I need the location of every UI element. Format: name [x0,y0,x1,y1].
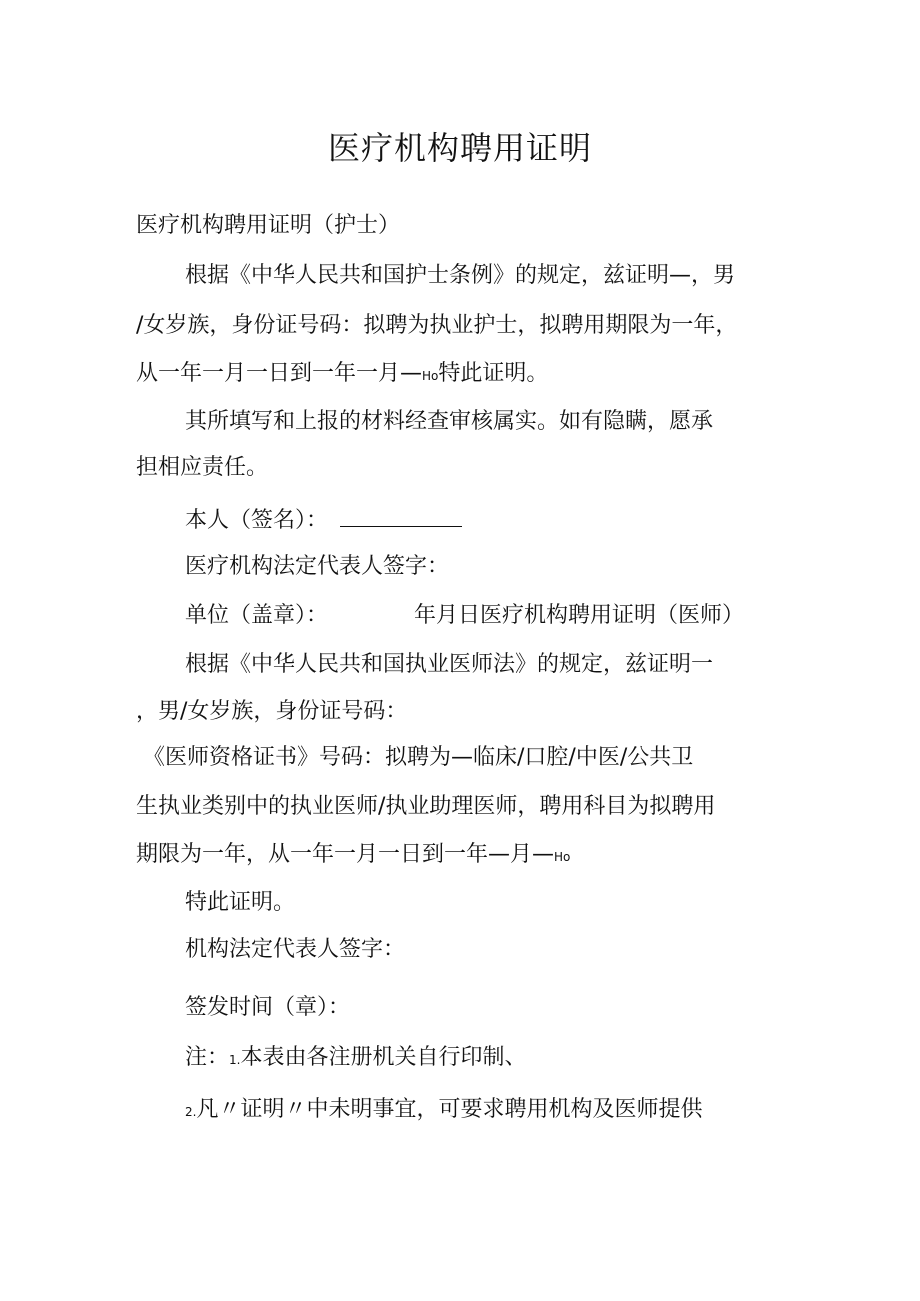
nurse-paragraph-line-2: /女岁族，身份证号码：拟聘为执业护士，拟聘用期限为一年， [136,313,738,338]
note-prefix: 注： [185,1045,230,1070]
nurse-paragraph-suffix: Ho [422,369,439,383]
nurse-attestation-line-2: 担相应责任。 [136,455,269,480]
doctor-rep-signature-label: 机构法定代表人签字： [185,937,406,962]
nurse-section-heading: 医疗机构聘用证明（护士） [136,213,401,238]
nurse-paragraph-line-3 [136,359,548,391]
note-1-number: 1. [229,1053,241,1067]
note-1-row [185,1043,526,1075]
doctor-section-heading: 医疗机构聘用证明（医师） [480,603,745,628]
unit-seal-label: 单位（盖章）： [185,603,329,628]
note-1-text: 本表由各注册机关自行印制、 [240,1045,527,1070]
date-and-doctor-heading-row [414,601,744,631]
self-signature-label: 本人（签名）： [185,508,329,533]
nurse-paragraph-line-3-text: 从一年一月一日到一年一月— [136,361,423,386]
self-signature-row [185,504,462,536]
doctor-certify-text: 特此证明。 [185,890,296,915]
document-title: 医疗机构聘用证明 [327,129,592,167]
nurse-certify-text: 特此证明。 [438,361,549,386]
doctor-paragraph-line-2: ，男/女岁族，身份证号码： [136,699,408,724]
self-signature-blank [340,504,462,527]
nurse-rep-signature-label: 医疗机构法定代表人签字： [185,554,450,579]
issue-time-label: 签发时间（章）： [185,995,351,1020]
note-2-text: 凡〃证明〃中未明事宜，可要求聘用机构及医师提供 [196,1097,703,1122]
doctor-paragraph-suffix: Ho [554,850,571,864]
doctor-paragraph-line-5-text: 期限为一年，从一年一月一日到一年—月— [136,842,555,867]
note-2-number: 2. [185,1105,197,1119]
doctor-paragraph-line-1: 根据《中华人民共和国执业医师法》的规定，兹证明一 [185,652,714,677]
nurse-attestation-line-1: 其所填写和上报的材料经查审核属实。如有隐瞒，愿承 [185,409,714,434]
nurse-paragraph-line-1: 根据《中华人民共和国护士条例》的规定，兹证明—，男 [185,263,736,288]
doctor-paragraph-line-3: 《医师资格证书》号码：拟聘为—临床/口腔/中医/公共卫 [143,745,694,770]
doctor-paragraph-line-5 [136,840,570,872]
doctor-paragraph-line-4: 生执业类别中的执业医师/执业助理医师，聘用科目为拟聘用 [136,794,716,819]
note-2-row [185,1095,702,1127]
nurse-date-label: 年月日 [414,603,481,628]
